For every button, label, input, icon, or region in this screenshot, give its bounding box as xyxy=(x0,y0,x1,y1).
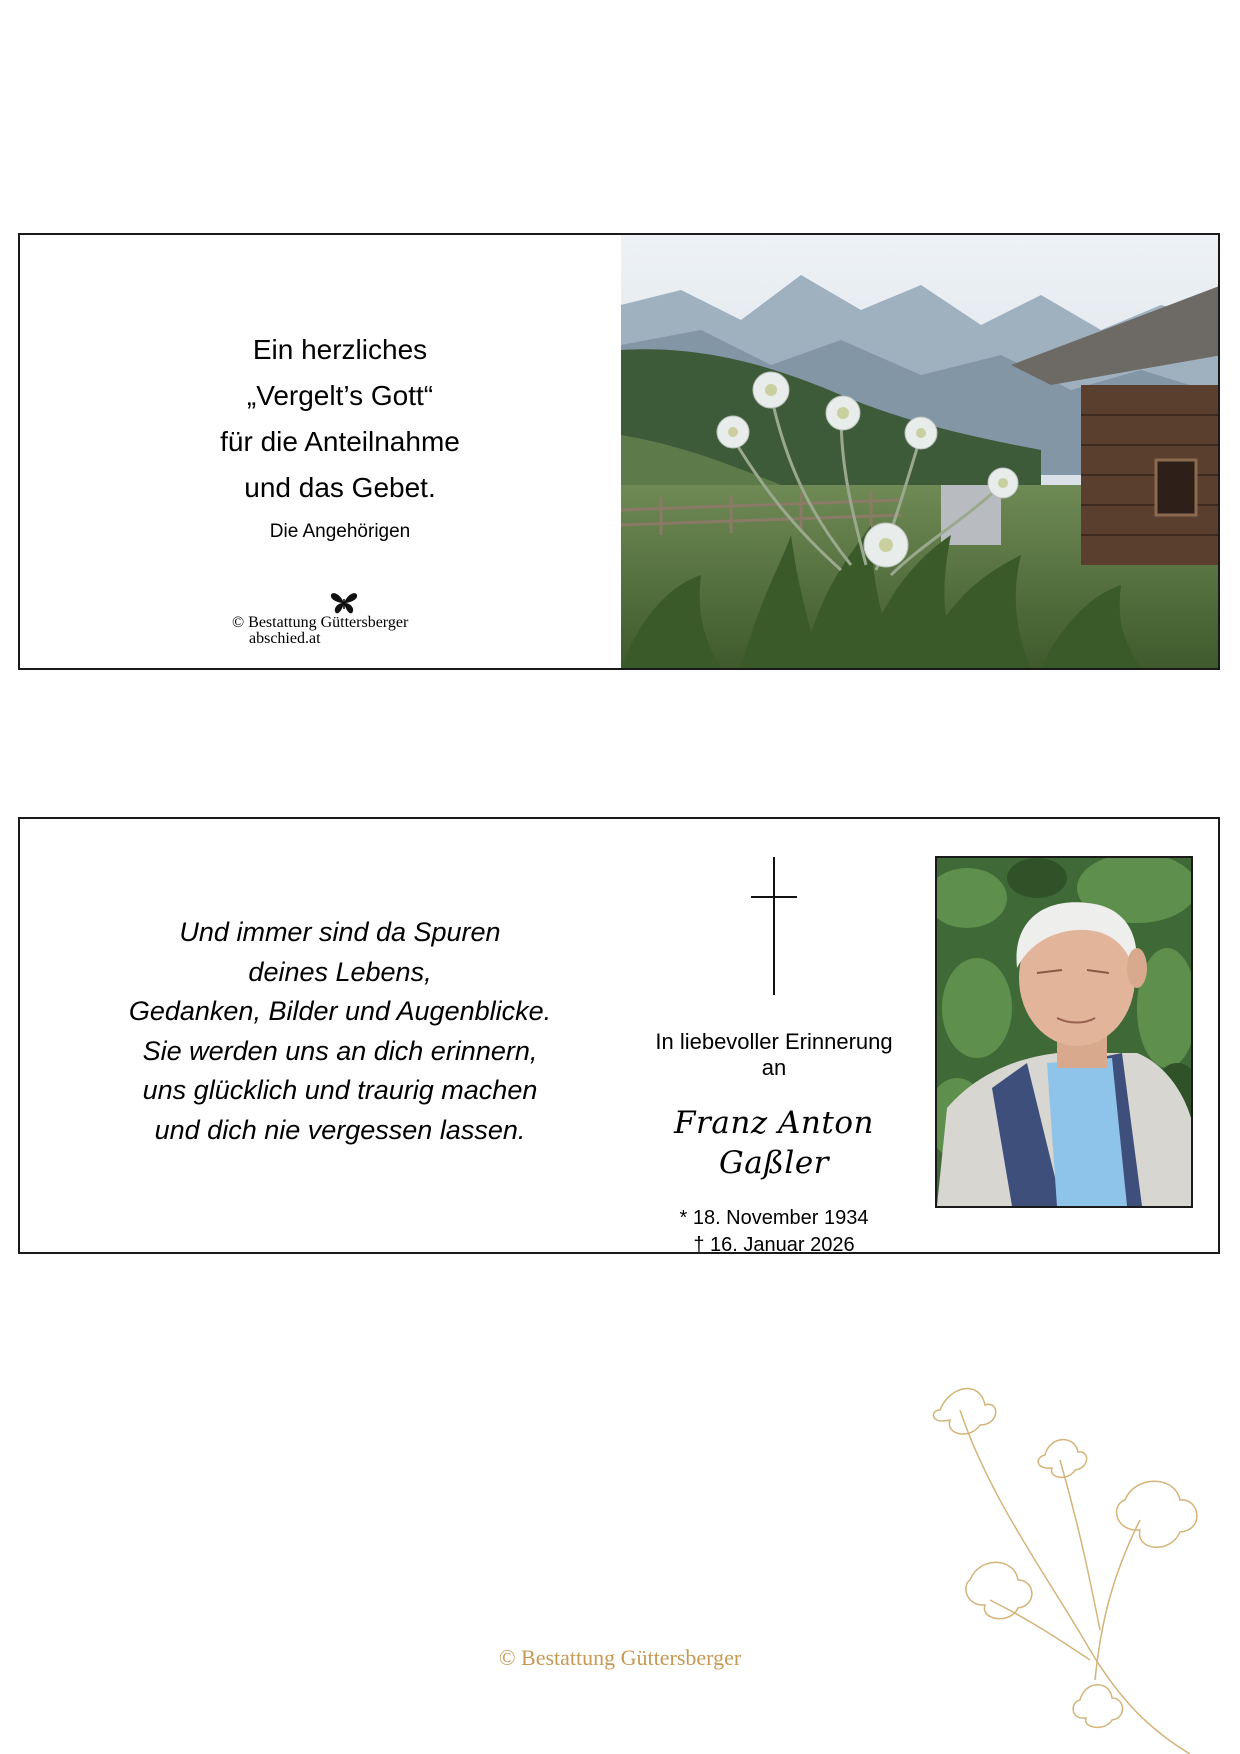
memorial-intro: In liebevoller Erinnerung xyxy=(655,1029,893,1054)
birth-date: * 18. November 1934 xyxy=(679,1207,869,1229)
floral-decoration xyxy=(930,1380,1220,1754)
death-date: † 16. Januar 2026 xyxy=(693,1234,855,1254)
portrait-photo xyxy=(935,856,1193,1208)
butterfly-icon xyxy=(330,591,358,615)
thanks-signature: Die Angehörigen xyxy=(269,521,411,542)
thanks-line-2: „Vergelt’s Gott“ xyxy=(246,380,434,411)
memory-card xyxy=(18,817,1220,1254)
logo-website: abschied.at xyxy=(249,630,321,647)
memorial-intro-an: an xyxy=(761,1055,787,1080)
logo-copyright: © Bestattung Güttersberger xyxy=(232,614,409,631)
poem-block xyxy=(80,913,600,1150)
thanks-text-block xyxy=(110,327,570,547)
funeral-home-logo xyxy=(232,591,432,647)
deceased-name: Franz Anton Gaßler xyxy=(674,1105,874,1181)
poem-line-4: Sie werden uns an dich erinnern, xyxy=(142,1035,538,1066)
memorial-details xyxy=(614,1029,934,1254)
cross-icon xyxy=(751,857,797,995)
poem-line-2: deines Lebens, xyxy=(248,956,432,987)
poem-line-1: Und immer sind da Spuren xyxy=(179,917,501,947)
footer-copyright: © Bestattung Güttersberger xyxy=(498,1645,742,1670)
thanks-line-1: Ein herzliches xyxy=(252,334,428,365)
portrait-image xyxy=(937,858,1191,1206)
poem-line-5: uns glücklich und traurig machen xyxy=(142,1075,538,1105)
poem-line-3: Gedanken, Bilder und Augenblicke. xyxy=(128,996,552,1026)
thanks-line-4: und das Gebet. xyxy=(244,472,436,503)
thanks-card xyxy=(18,233,1220,670)
edelweiss-alpine-photo xyxy=(621,235,1220,668)
poem-line-6: und dich nie vergessen lassen. xyxy=(154,1114,526,1145)
thanks-line-3: für die Anteilnahme xyxy=(220,426,460,457)
